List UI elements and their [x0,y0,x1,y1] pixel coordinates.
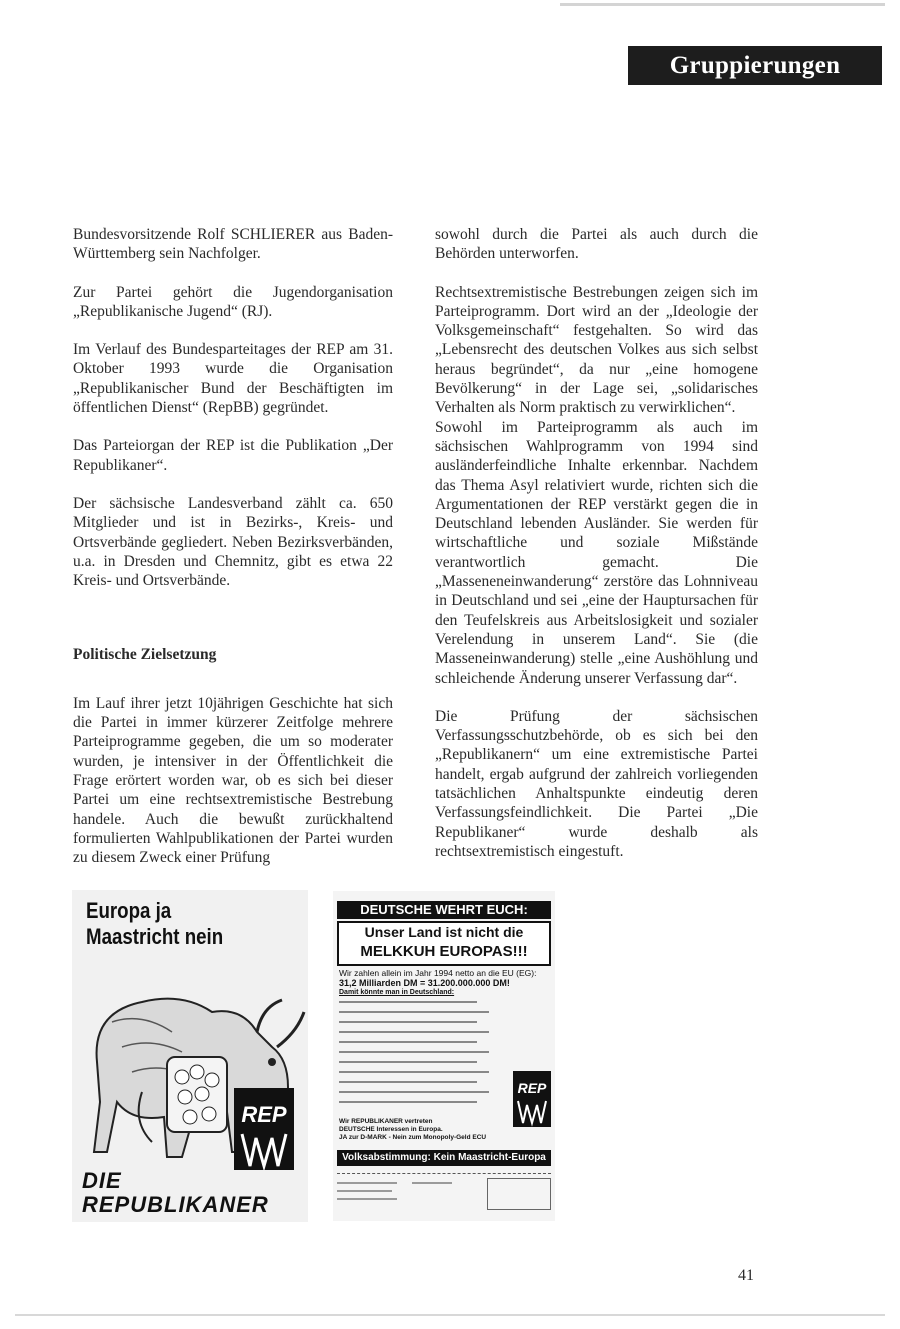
section-heading: Politische Zielsetzung [73,646,217,664]
poster-party-name-2: REPUBLIKANER [82,1192,269,1217]
poster-foot-2: DEUTSCHE Interessen in Europa. [339,1126,443,1133]
right-paragraph-4: Die Prüfung der sächsischen Verfassungsschutzbehörde, ob es sich bei den „Republikanern“ um eine extremistische Partei handelt, ergab aufgrund der zahlreich vorliegenden tatsächlichen Anhaltspunkte eindeutig deren Verfassungsfeindlichkeit. Die Partei „Die Republikaner“ wurde deshalb als rechtsextremistisch eingestuft. [435,707,758,860]
right-paragraph-3: Sowohl im Parteiprogramm als auch im sächsischen Wahlprogramm von 1994 sind ausländerfeindliche Inhalte erkennbar. Nachdem das Thema Asyl relativiert wurde, richten sich die Argumentationen der REP verstärkt gegen die in Deutschland lebenden Ausländer. Sie werden für wirtschaftliche und soziale Mißstände verantwortlich gemacht. Die „Masseneneinwanderung“ zerstöre das Lohnniveau in Deutschland und sei „eine der Hauptursachen für den Teufelskreis aus Arbeitslosigkeit und sozialer Verelendung in unserem Land“. Sie (die Masseneinwanderung) stelle „eine Aushöhlung und schleichende Änderung unserer Verfassung dar“. [435,418,758,687]
left-paragraph-6: Im Lauf ihrer jetzt 10jährigen Geschichte hat sich die Partei in immer kürzerer Zeitfolge mehrere Parteiprogramme gegeben, die um so moderater wurden, je intensiver in der Öffentlichkeit die Frage erörtert worden war, ob es sich bei dieser Partei um eine rechtsextremistische Bestrebung handele. Auch die bewußt zurückhaltend formulierten Wahlpublikationen der Partei wurden zu diesem Zweck einer Prüfung [73,694,393,867]
poster-small-logo-text: REP [517,1080,547,1096]
poster-line-1: Unser Land ist nicht die [364,924,524,940]
right-paragraph-1: sowohl durch die Partei als auch durch die Behörden unterworfen. [435,226,758,263]
rep-logo-icon [234,1088,294,1170]
heading-spacer [73,609,393,645]
poster-line-5: Damit könnte man in Deutschland: [339,989,455,996]
poster-line-3: Wir zahlen allein im Jahr 1994 netto an die EU (EG): [339,968,537,978]
campaign-poster-europa [72,890,308,1222]
poster-banner-1: DEUTSCHE WEHRT EUCH: [337,901,551,919]
poster-logo-text: REP [241,1102,287,1127]
poster-line-4: 31,2 Milliarden DM = 31.200.000.000 DM! [339,978,510,988]
right-paragraph-2: Rechtsextremistische Bestrebungen zeigen sich im Parteiprogramm. Dort wird an der „Ideologie der Volksgemeinschaft“ festgehalten. So wird das „Lebensrecht des deutschen Volkes aus sich selbst heraus begründet“, da nur „eine homogene Bevölkerung“ in der Lage sei, „solidarisches Verhalten als Norm praktisch zu verwirklichen“. [435,283,758,417]
right-column [435,225,758,880]
left-paragraph-5: Der sächsische Landesverband zählt ca. 650 Mitglieder und ist in Bezirks-, Kreis- und Ortsverbände gegliedert. Neben Bezirksverbänden, u.a. in Dresden und Chemnitz, gibt es etwa 22 Kreis- und Ortsverbände. [73,494,393,590]
poster-headline-1: Europa ja [86,898,172,923]
poster-party-name-1: DIE [82,1168,122,1193]
poster-footer-text [339,1118,511,1142]
poster-fine-print [339,1001,489,1111]
poster-headline-2: Maastricht nein [86,924,224,949]
left-paragraph-3: Im Verlauf des Bundesparteitages der REP am 31. Oktober 1993 wurde die Organisation „Republikanischer Bund der Beschäftigten im öffentlichen Dienst“ (RepBB) gegründet. [73,341,393,417]
left-column [73,225,393,867]
rep-logo-small-icon [513,1071,551,1127]
left-paragraph-2: Zur Partei gehört die Jugendorganisation „Republikanische Jugend“ (RJ). [73,283,393,320]
scan-edge-top [560,3,885,6]
poster-line-2: MELKKUH EUROPAS!!! [360,943,528,960]
poster-banner-3: Volksabstimmung: Kein Maastricht-Europa [337,1150,551,1166]
poster-banner-2 [337,921,551,966]
poster-foot-3: JA zur D-MARK - Nein zum Monopoly-Geld ECU [339,1134,487,1141]
scan-edge-bottom [15,1314,885,1316]
poster-subtext [339,968,551,988]
poster-coupon [337,1173,551,1214]
page-number: 41 [738,1267,754,1284]
left-paragraph-4: Das Parteiorgan der REP ist die Publikation „Der Republikaner“. [73,437,393,474]
coupon-address-box [487,1178,551,1210]
section-title: Gruppierungen [628,46,882,85]
left-paragraph-1: Bundesvorsitzende Rolf SCHLIERER aus Baden-Württemberg sein Nachfolger. [73,226,393,263]
poster-foot-1: Wir REPUBLIKANER vertreten [339,1118,433,1125]
campaign-poster-melkkuh [333,891,555,1221]
